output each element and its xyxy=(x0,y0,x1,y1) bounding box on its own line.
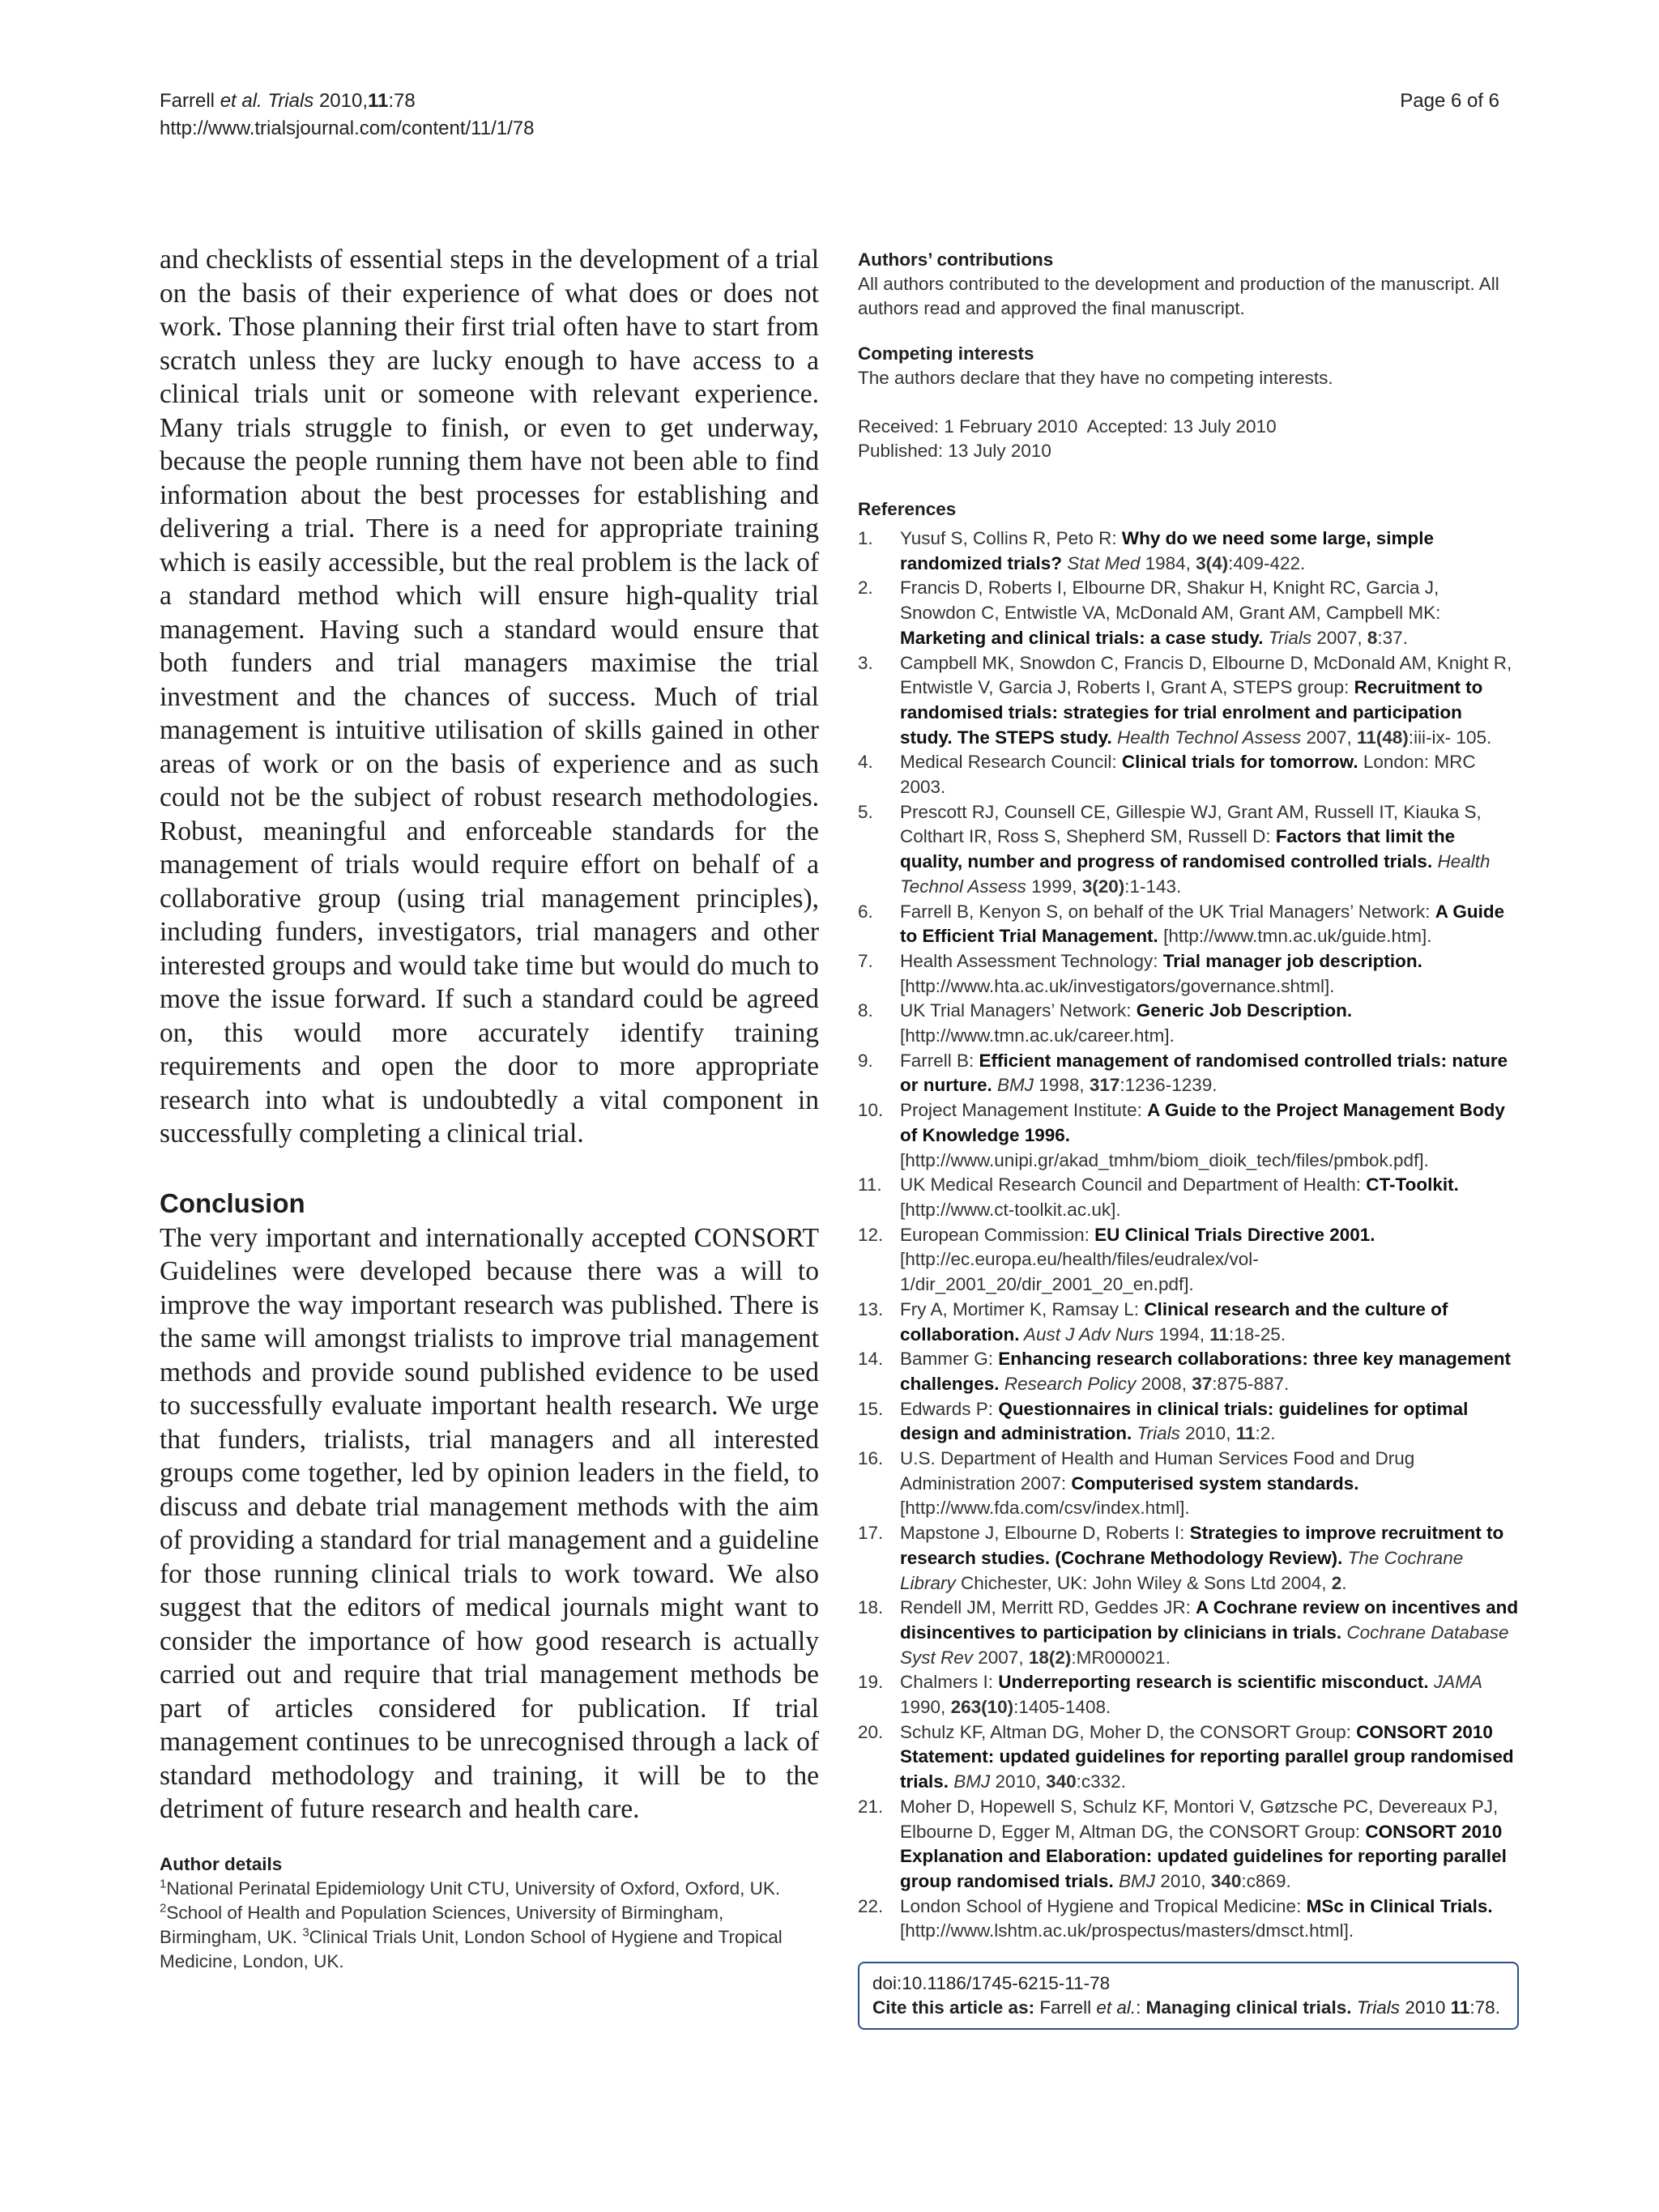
reference-authors: Prescott RJ, Counsell CE, Gillespie WJ, Grant AM, Russell IT, Kiauka S, Colthart IR, Ross S, Shepherd SM, Russell D: xyxy=(900,801,1482,847)
cite-volume: 11 xyxy=(1450,1997,1470,2018)
reference-number: 12. xyxy=(858,1224,884,1245)
reference-title: Recruitment to randomised trials: strategies for trial enrolment and participation study. The STEPS study. xyxy=(900,677,1483,748)
reference-title: Underreporting research is scientific misconduct. xyxy=(998,1672,1429,1693)
reference-title: Clinical trials for tomorrow. xyxy=(1121,752,1358,773)
reference-number: 13. xyxy=(858,1298,884,1319)
reference-item xyxy=(858,1098,1519,1173)
reference-volume: 263(10) xyxy=(950,1697,1014,1718)
reference-year: 1994, xyxy=(1154,1323,1210,1345)
cite-label: Cite this article as: xyxy=(872,1997,1035,2018)
reference-item xyxy=(858,651,1519,751)
reference-number: 15. xyxy=(858,1398,884,1419)
reference-volume: 3(20) xyxy=(1081,876,1125,897)
reference-authors: European Commission: xyxy=(900,1224,1095,1245)
reference-number: 20. xyxy=(858,1721,884,1742)
reference-pages: :875-887. xyxy=(1212,1373,1290,1394)
reference-item xyxy=(858,750,1519,799)
reference-pages: :c869. xyxy=(1241,1870,1291,1891)
cite-et-al: et al. xyxy=(1096,1997,1137,2018)
reference-year: 1998, xyxy=(1034,1075,1090,1096)
reference-item xyxy=(858,526,1519,576)
reference-authors: Mapstone J, Elbourne D, Roberts I: xyxy=(900,1523,1190,1544)
header-authors: Farrell xyxy=(160,90,215,112)
reference-number: 8. xyxy=(858,1000,873,1021)
reference-title: CT-Toolkit. xyxy=(1366,1174,1459,1196)
reference-pages: :MR000021. xyxy=(1071,1647,1171,1668)
reference-journal: Health Technol Assess xyxy=(900,851,1491,897)
reference-volume: 11 xyxy=(1235,1423,1256,1444)
reference-number: 1. xyxy=(858,528,873,548)
affil-2: School of Health and Population Sciences, University of Birmingham, Birmingham, UK. xyxy=(160,1902,724,1947)
references-heading: References xyxy=(858,499,957,519)
reference-journal: Stat Med xyxy=(1062,552,1141,573)
competing-text: The authors declare that they have no competing interests. xyxy=(858,368,1333,388)
reference-pages: :37. xyxy=(1377,627,1408,648)
header-article: :78 xyxy=(388,90,416,112)
reference-authors: Chalmers I: xyxy=(900,1672,999,1693)
header-journal: Trials xyxy=(267,90,314,112)
reference-year: 2007, xyxy=(1311,627,1367,648)
reference-authors: Francis D, Roberts I, Elbourne DR, Shakur H, Knight RC, Garcia J, Snowdon C, Entwistle VA, McDonald AM, Grant AM, Campbell MK: xyxy=(900,578,1441,624)
reference-title: A Guide to Efficient Trial Management. xyxy=(900,901,1505,947)
reference-volume: 37 xyxy=(1192,1373,1213,1394)
header-year: 2010, xyxy=(318,90,369,112)
reference-year: Chichester, UK: John Wiley & Sons Ltd 2004, xyxy=(955,1572,1332,1593)
reference-number: 14. xyxy=(858,1349,884,1370)
reference-volume: 8 xyxy=(1367,627,1378,648)
header-volume: 11 xyxy=(368,90,389,112)
reference-title: CONSORT 2010 Explanation and Elaboration: updated guidelines for reporting parallel group randomised trials. xyxy=(900,1821,1507,1891)
affil-1-marker: 1 xyxy=(160,1877,167,1890)
cite-journal: Trials xyxy=(1351,1997,1401,2018)
reference-title: Strategies to improve recruitment to research studies. (Cochrane Methodology Review). xyxy=(900,1523,1504,1568)
received-dates: Received: 1 February 2010 Accepted: 13 July 2010 xyxy=(858,416,1277,437)
reference-title: Clinical research and the culture of collaboration. xyxy=(900,1298,1448,1345)
contributions-heading: Authors’ contributions xyxy=(858,249,1054,270)
reference-volume: 317 xyxy=(1089,1075,1120,1096)
reference-journal: The Cochrane Library xyxy=(900,1547,1464,1593)
reference-year: 2007, xyxy=(973,1647,1029,1668)
doi[interactable]: doi:10.1186/1745-6215-11-78 xyxy=(872,1973,1111,1994)
reference-number: 22. xyxy=(858,1895,884,1916)
header-et-al: et al. xyxy=(220,90,262,112)
reference-year: 2007, xyxy=(1301,727,1357,748)
reference-year: 2010, xyxy=(990,1771,1047,1792)
reference-volume: 340 xyxy=(1046,1771,1077,1792)
reference-title: MSc in Clinical Trials. xyxy=(1306,1895,1493,1916)
reference-item xyxy=(858,999,1519,1048)
reference-item xyxy=(858,1795,1519,1894)
reference-title: EU Clinical Trials Directive 2001. xyxy=(1094,1224,1375,1245)
reference-item xyxy=(858,1720,1519,1795)
reference-item xyxy=(858,1894,1519,1944)
reference-journal: Cochrane Database Syst Rev xyxy=(900,1622,1509,1668)
reference-pages: :409-422. xyxy=(1228,552,1306,573)
reference-journal: BMJ xyxy=(949,1771,991,1792)
reference-item xyxy=(858,576,1519,650)
reference-number: 16. xyxy=(858,1448,884,1469)
reference-volume: 18(2) xyxy=(1028,1647,1072,1668)
reference-authors: U.S. Department of Health and Human Services Food and Drug Administration 2007: xyxy=(900,1448,1415,1494)
reference-year: [http://www.hta.ac.uk/investigators/governance.shtml]. xyxy=(900,975,1335,996)
reference-authors: UK Medical Research Council and Department of Health: xyxy=(900,1174,1367,1196)
reference-item xyxy=(858,949,1519,999)
reference-item xyxy=(858,1223,1519,1298)
reference-list xyxy=(858,526,1519,1944)
reference-authors: Medical Research Council: xyxy=(900,752,1122,773)
reference-title: Why do we need some large, simple randomized trials? xyxy=(900,528,1434,573)
reference-authors: Schulz KF, Altman DG, Moher D, the CONSORT Group: xyxy=(900,1721,1357,1742)
reference-journal: Trials xyxy=(1263,627,1312,648)
affil-3-marker: 3 xyxy=(302,1925,309,1939)
reference-authors: London School of Hygiene and Tropical Medicine: xyxy=(900,1895,1307,1916)
conclusion-heading: Conclusion xyxy=(160,1187,305,1218)
reference-title: Questionnaires in clinical trials: guidelines for optimal design and administration. xyxy=(900,1398,1469,1444)
reference-item xyxy=(858,1670,1519,1720)
affil-1: National Perinatal Epidemiology Unit CTU, University of Oxford, Oxford, UK. xyxy=(166,1877,781,1899)
reference-pages: :1236-1239. xyxy=(1120,1075,1218,1096)
reference-year: 2010, xyxy=(1179,1423,1236,1444)
reference-journal: Research Policy xyxy=(999,1373,1137,1394)
reference-year: [http://www.unipi.gr/akad_tmhm/biom_dioik_tech/files/pmbok.pdf]. xyxy=(900,1149,1429,1170)
reference-item xyxy=(858,1521,1519,1596)
reference-number: 19. xyxy=(858,1672,884,1693)
reference-title: Factors that limit the quality, number and progress of randomised controlled trials. xyxy=(900,826,1456,872)
reference-year: 1990, xyxy=(900,1697,951,1718)
cite-article: :78. xyxy=(1469,1997,1500,2018)
reference-number: 11. xyxy=(858,1174,882,1196)
reference-year: 2008, xyxy=(1136,1373,1192,1394)
reference-authors: Campbell MK, Snowdon C, Francis D, Elbourne D, McDonald AM, Knight R, Entwistle V, Garcia J, Roberts I, Grant A, STEPS group: xyxy=(900,652,1512,698)
left-column xyxy=(160,243,819,1974)
affil-3: Clinical Trials Unit, London School of Hygiene and Tropical Medicine, London, UK. xyxy=(160,1926,783,1971)
reference-pages: . xyxy=(1341,1572,1347,1593)
reference-title: Marketing and clinical trials: a case study. xyxy=(900,627,1264,648)
reference-item xyxy=(858,1397,1519,1447)
cite-authors: Farrell xyxy=(1034,1997,1097,2018)
reference-year: [http://www.lshtm.ac.uk/prospectus/masters/dmsct.html]. xyxy=(900,1920,1354,1941)
reference-volume: 2 xyxy=(1331,1572,1342,1593)
cite-title: Managing clinical trials. xyxy=(1145,1997,1352,2018)
reference-authors: Bammer G: xyxy=(900,1349,999,1370)
reference-authors: Rendell JM, Merritt RD, Geddes JR: xyxy=(900,1597,1196,1618)
reference-number: 6. xyxy=(858,901,873,922)
reference-number: 21. xyxy=(858,1796,884,1817)
reference-title: Generic Job Description. xyxy=(1136,1000,1353,1021)
reference-title: Computerised system standards. xyxy=(1071,1473,1359,1494)
reference-title: CONSORT 2010 Statement: updated guidelines for reporting parallel group randomised trials. xyxy=(900,1721,1514,1792)
reference-authors: UK Trial Managers’ Network: xyxy=(900,1000,1137,1021)
reference-pages: :18-25. xyxy=(1229,1323,1286,1345)
reference-item xyxy=(858,1447,1519,1521)
running-header xyxy=(160,87,534,143)
reference-number: 9. xyxy=(858,1050,873,1071)
header-citation xyxy=(160,87,534,115)
reference-number: 7. xyxy=(858,950,873,971)
reference-authors: Health Assessment Technology: xyxy=(900,950,1163,971)
affiliations xyxy=(160,1877,819,1974)
reference-year: [http://www.tmn.ac.uk/guide.htm]. xyxy=(1158,926,1432,947)
reference-journal: JAMA xyxy=(1428,1672,1482,1693)
reference-year: 1999, xyxy=(1026,876,1082,897)
reference-volume: 11(48) xyxy=(1357,727,1409,748)
reference-year: 2010, xyxy=(1155,1870,1211,1891)
reference-volume: 3(4) xyxy=(1196,552,1229,573)
reference-volume: 340 xyxy=(1210,1870,1242,1891)
reference-authors: Yusuf S, Collins R, Peto R: xyxy=(900,528,1122,548)
reference-year: [http://www.fda.com/csv/index.html]. xyxy=(900,1498,1190,1519)
reference-journal: Health Technol Assess xyxy=(1111,727,1302,748)
author-details xyxy=(160,1852,819,1974)
reference-journal: Trials xyxy=(1132,1423,1180,1444)
cite-line xyxy=(872,1996,1504,2020)
reference-number: 5. xyxy=(858,801,873,822)
reference-pages: :1-143. xyxy=(1124,876,1182,897)
reference-number: 2. xyxy=(858,578,873,599)
reference-item xyxy=(858,800,1519,900)
reference-item xyxy=(858,1049,1519,1098)
reference-title: A Cochrane review on incentives and disincentives to participation by clinicians in trials. xyxy=(900,1597,1519,1643)
reference-item xyxy=(858,900,1519,949)
reference-item xyxy=(858,1173,1519,1222)
reference-pages: :1405-1408. xyxy=(1013,1697,1111,1718)
reference-number: 3. xyxy=(858,652,873,673)
reference-pages: :2. xyxy=(1255,1423,1276,1444)
citation-box xyxy=(858,1962,1519,2030)
reference-number: 10. xyxy=(858,1100,884,1121)
cite-colon: : xyxy=(1136,1997,1146,2018)
reference-year: 1984, xyxy=(1140,552,1196,573)
competing-heading: Competing interests xyxy=(858,343,1034,364)
reference-authors: Fry A, Mortimer K, Ramsay L: xyxy=(900,1298,1145,1319)
reference-authors: Farrell B: xyxy=(900,1050,979,1071)
reference-item xyxy=(858,1298,1519,1347)
reference-authors: Edwards P: xyxy=(900,1398,999,1419)
reference-year: London: MRC 2003. xyxy=(900,752,1476,798)
contributions-text: All authors contributed to the development and production of the manuscript. All authors read and approved the final manuscript. xyxy=(858,274,1499,318)
reference-number: 17. xyxy=(858,1523,884,1544)
reference-journal: BMJ xyxy=(992,1075,1034,1096)
reference-year: [http://www.ct-toolkit.ac.uk]. xyxy=(900,1199,1121,1220)
body-paragraph: and checklists of essential steps in the development of a trial on the basis of their experience of what does or does not work. Those planning their first trial often have to start from scratch unless they are lucky enough to have access to a clinical trials unit or someone with relevant experience. Many trials struggle to finish, or even to get underway, because the people running them have not been able to find information about the best processes for establishing and delivering a trial. There is a need for appropriate training which is easily accessible, but the real problem is the lack of a standard method which will ensure high-quality trial management. Having such a standard would ensure that both funders and trial managers maximise the trial investment and the chances of success. Much of trial management is intuitive utilisation of skills gained in other areas of work or on the basis of experience and as such could not be the subject of robust research methodologies. Robust, meaningful and enforceable standards for the management of trials would require effort on behalf of a collaborative group (using trial management principles), including funders, investigators, trial managers and other interested groups and would take time but would do much to move the issue forward. If such a standard could be agreed on, this would more accurately identify training requirements and open the door to more appropriate research into what is undoubtedly a vital component in successfully completing a clinical trial. xyxy=(160,245,819,1149)
reference-year: [http://www.tmn.ac.uk/career.htm]. xyxy=(900,1025,1175,1046)
reference-volume: 11 xyxy=(1209,1323,1230,1345)
reference-title: Enhancing research collaborations: three key management challenges. xyxy=(900,1349,1511,1394)
reference-year: [http://ec.europa.eu/health/files/eudralex/vol-1/dir_2001_20/dir_2001_20_en.pdf]. xyxy=(900,1249,1259,1295)
reference-authors: Farrell B, Kenyon S, on behalf of the UK Trial Managers’ Network: xyxy=(900,901,1435,922)
reference-item xyxy=(858,1347,1519,1396)
affil-2-marker: 2 xyxy=(160,1901,167,1915)
reference-item xyxy=(858,1596,1519,1670)
reference-title: Trial manager job description. xyxy=(1162,950,1422,971)
reference-authors: Moher D, Hopewell S, Schulz KF, Montori V, Gøtzsche PC, Devereaux PJ, Elbourne D, Egger M, Altman DG, the CONSORT Group: xyxy=(900,1796,1499,1842)
right-column xyxy=(858,248,1519,2030)
reference-journal: Aust J Adv Nurs xyxy=(1019,1323,1154,1345)
header-url[interactable]: http://www.trialsjournal.com/content/11/1/78 xyxy=(160,117,535,139)
page-number: Page 6 of 6 xyxy=(1400,90,1499,112)
reference-authors: Project Management Institute: xyxy=(900,1100,1148,1121)
published-date: Published: 13 July 2010 xyxy=(858,441,1051,461)
author-details-heading: Author details xyxy=(160,1853,283,1874)
reference-title: A Guide to the Project Management Body of Knowledge 1996. xyxy=(900,1100,1505,1145)
reference-title: Efficient management of randomised controlled trials: nature or nurture. xyxy=(900,1050,1508,1096)
conclusion-paragraph: The very important and internationally accepted CONSORT Guidelines were developed because there was a will to improve the way important research was published. There is the same will amongst trialists to improve trial management methods and provide sound published evidence to be used to successfully evaluate important health research. We urge that funders, trialists, trial managers and all interested groups come together, led by opinion leaders in the field, to discuss and debate trial management methods with the aim of providing a standard for trial management and a guideline for those running clinical trials to work toward. We also suggest that the editors of medical journals might want to consider the importance of how good research is actually carried out and require that trial management methods be part of articles considered for publication. If trial management continues to be unrecognised through a lack of standard methodology and training, it will be to the detriment of future research and health care. xyxy=(160,1222,819,1824)
reference-pages: :c332. xyxy=(1076,1771,1126,1792)
reference-number: 18. xyxy=(858,1597,884,1618)
reference-number: 4. xyxy=(858,752,873,773)
reference-pages: :iii-ix- 105. xyxy=(1408,727,1492,748)
cite-year: 2010 xyxy=(1400,1997,1451,2018)
reference-journal: BMJ xyxy=(1113,1870,1156,1891)
